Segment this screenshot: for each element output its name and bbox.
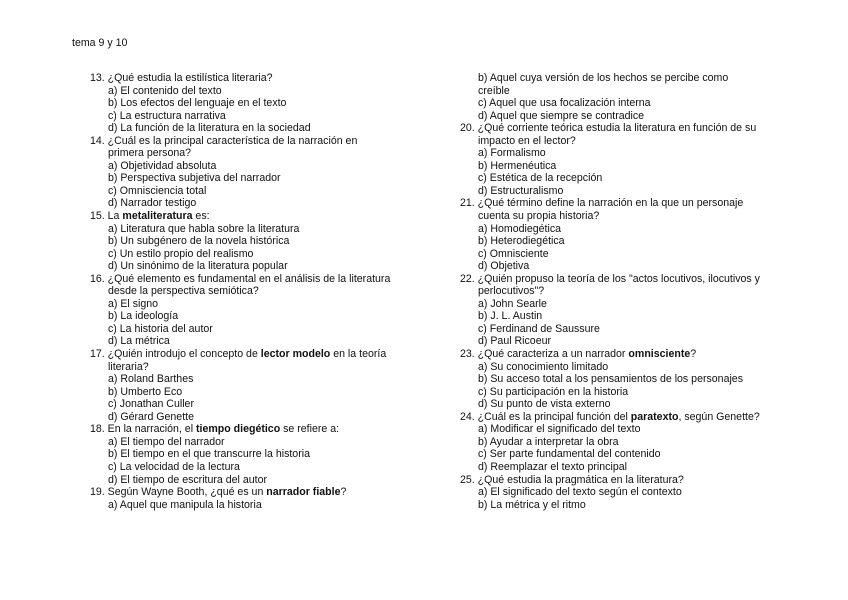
answer-line: c) La historia del autor <box>108 322 213 335</box>
answer-line: c) Omnisciente <box>478 247 549 260</box>
answer-line: c) Ferdinand de Saussure <box>478 322 600 335</box>
question-text: 23. ¿Qué caracteriza a un narrador omnisciente? <box>460 348 697 361</box>
answer-line: desde la perspectiva semiótica? <box>108 285 259 298</box>
answer-line: d) Su punto de vista externo <box>478 398 611 411</box>
answer-line: a) Roland Barthes <box>108 373 194 386</box>
answer-line: c) Ser parte fundamental del contenido <box>478 448 661 461</box>
answer-line: a) Literatura que habla sobre la literatura <box>108 222 300 235</box>
answer-line: d) Objetiva <box>478 260 530 273</box>
question-text: 16. ¿Qué elemento es fundamental en el análisis de la literatura <box>90 272 391 285</box>
answer-line: a) El contenido del texto <box>108 84 222 97</box>
emphasized-term: omnisciente <box>628 348 691 361</box>
answer-line: d) Un sinónimo de la literatura popular <box>108 260 288 273</box>
answer-line: d) Reemplazar el texto principal <box>478 460 627 473</box>
question-text: 19. Según Wayne Booth, ¿qué es un narrador fiable? <box>90 486 347 499</box>
answer-line: cuenta su propia historia? <box>478 210 600 223</box>
answer-line: d) Narrador testigo <box>108 197 197 210</box>
answer-line: b) J. L. Austin <box>478 310 543 323</box>
emphasized-term: lector modelo <box>260 348 331 361</box>
answer-line: impacto en el lector? <box>478 134 576 147</box>
answer-line: b) Los efectos del lenguaje en el texto <box>108 97 287 110</box>
question-text: 15. La metaliteratura es: <box>90 210 210 223</box>
emphasized-term: narrador fiable <box>266 486 341 499</box>
question-text: 18. En la narración, el tiempo diegético se refiere a: <box>90 423 340 436</box>
answer-line: c) Jonathan Culler <box>108 398 194 411</box>
page-header: tema 9 y 10 <box>72 37 128 49</box>
answer-line: primera persona? <box>108 147 192 160</box>
answer-line: a) Su conocimiento limitado <box>478 360 609 373</box>
answer-line: b) Heterodiegética <box>478 235 565 248</box>
question-text: 21. ¿Qué término define la narración en la que un personaje <box>460 197 744 210</box>
answer-line: b) Un subgénero de la novela histórica <box>108 235 290 248</box>
answer-line: a) El tiempo del narrador <box>108 435 225 448</box>
answer-line: a) Homodiegética <box>478 222 562 235</box>
answer-line: d) Aquel que siempre se contradice <box>478 109 645 122</box>
question-text: 14. ¿Cuál es la principal característica de la narración en <box>90 134 358 147</box>
emphasized-term: tiempo diegético <box>196 423 281 436</box>
answer-line: a) El signo <box>108 297 159 310</box>
answer-line: b) Ayudar a interpretar la obra <box>478 435 619 448</box>
question-text: 22. ¿Quién propuso la teoría de los "actos locutivos, ilocutivos y <box>460 272 760 285</box>
answer-line: d) Estructuralismo <box>478 184 564 197</box>
answer-line: b) Umberto Eco <box>108 385 183 398</box>
answer-line: perlocutivos"? <box>478 285 545 298</box>
answer-line: d) Gérard Genette <box>108 410 194 423</box>
answer-line: b) Aquel cuya versión de los hechos se percibe como <box>478 72 729 84</box>
answer-line: c) La velocidad de la lectura <box>108 460 240 473</box>
answer-line: a) Modificar el significado del texto <box>478 423 641 436</box>
answer-line: b) El tiempo en el que transcurre la historia <box>108 448 310 461</box>
question-text: 25. ¿Qué estudia la pragmática en la literatura? <box>460 473 684 486</box>
answer-line: b) Hermenéutica <box>478 159 557 172</box>
answer-line: b) Perspectiva subjetiva del narrador <box>108 172 281 185</box>
right-column <box>460 72 770 511</box>
answer-line: c) Su participación en la historia <box>478 385 629 398</box>
answer-line: d) La función de la literatura en la sociedad <box>108 122 311 135</box>
question-text: 13. ¿Qué estudia la estilística literaria? <box>90 72 273 84</box>
emphasized-term: paratexto <box>630 410 679 423</box>
answer-line: b) Su acceso total a los pensamientos de los personajes <box>478 373 743 386</box>
answer-line: c) Un estilo propio del realismo <box>108 247 254 260</box>
answer-line: a) Aquel que manipula la historia <box>108 498 262 511</box>
answer-line: d) La métrica <box>108 335 170 348</box>
answer-line: c) Aquel que usa focalización interna <box>478 97 651 110</box>
question-text: 17. ¿Quién introdujo el concepto de lector modelo en la teoría <box>90 348 387 361</box>
emphasized-term: metaliteratura <box>122 210 193 223</box>
answer-line: a) Objetividad absoluta <box>108 159 217 172</box>
answer-line: a) Formalismo <box>478 147 546 160</box>
question-text: 20. ¿Qué corriente teórica estudia la literatura en función de su <box>460 122 757 135</box>
question-text: 24. ¿Cuál es la principal función del paratexto, según Genette? <box>460 410 760 423</box>
answer-line: a) El significado del texto según el contexto <box>478 486 682 499</box>
answer-line: b) La métrica y el ritmo <box>478 498 586 511</box>
answer-line: c) Estética de la recepción <box>478 172 603 185</box>
answer-line: b) La ideología <box>108 310 179 323</box>
answer-line: literaria? <box>108 360 149 373</box>
answer-line: c) La estructura narrativa <box>108 109 226 122</box>
answer-line: d) El tiempo de escritura del autor <box>108 473 267 486</box>
left-column <box>90 72 400 511</box>
answer-line: a) John Searle <box>478 297 547 310</box>
answer-line: d) Paul Ricoeur <box>478 335 552 348</box>
answer-line: creíble <box>478 84 510 97</box>
answer-line: c) Omnisciencia total <box>108 184 207 197</box>
